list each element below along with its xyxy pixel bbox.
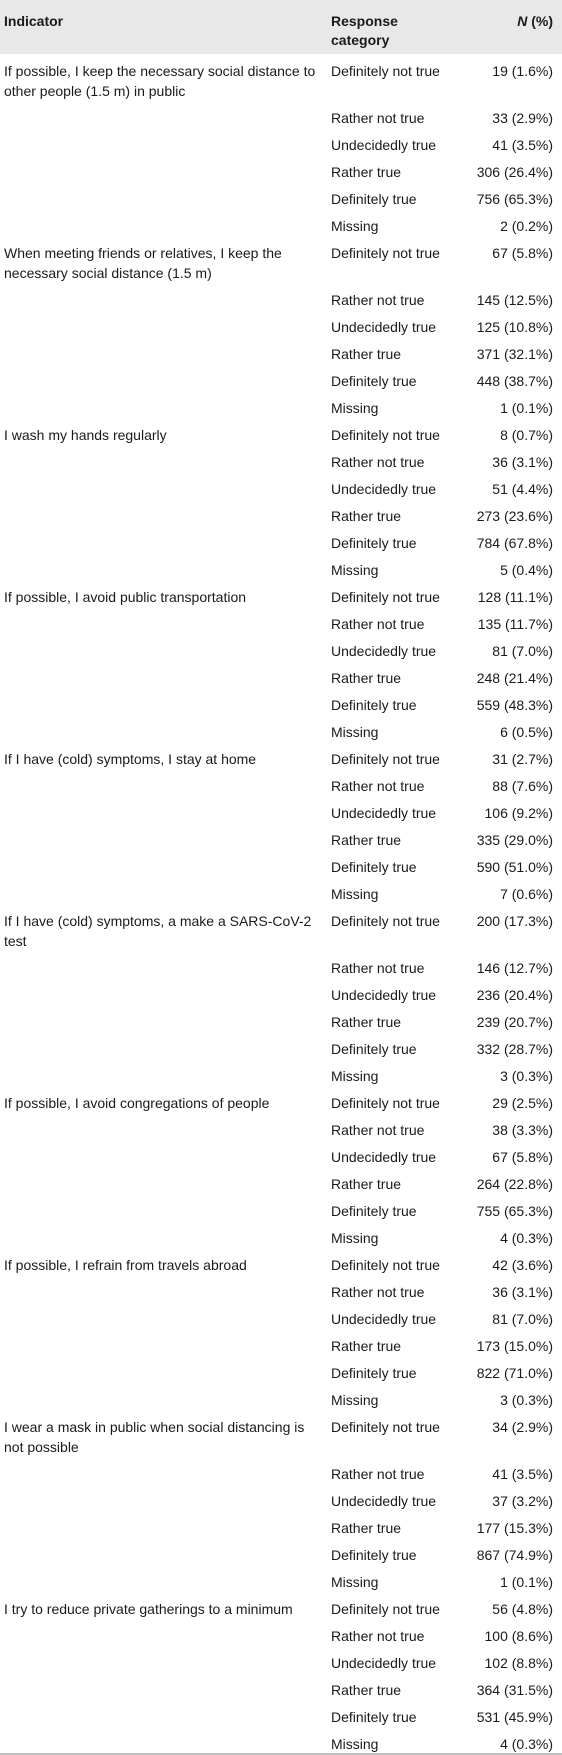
indicator-cell-empty	[0, 1113, 327, 1140]
response-category-cell: Undecidedly true	[331, 319, 437, 335]
header-n-suffix: (%)	[527, 13, 553, 29]
indicator-cell-empty	[0, 1221, 327, 1248]
indicator-cell-empty	[0, 499, 327, 526]
indicator-cell-empty	[0, 1356, 327, 1383]
table-row	[0, 337, 562, 364]
table-row	[0, 155, 562, 182]
n-percent-cell: 31 (2.7%)	[492, 751, 553, 767]
indicator-cell-empty	[0, 155, 327, 182]
n-percent-cell: 531 (45.9%)	[476, 1709, 553, 1725]
indicator-cell: If possible, I avoid public transportation	[4, 589, 247, 605]
n-percent-cell: 41 (3.5%)	[492, 137, 553, 153]
response-category-cell: Definitely not true	[331, 245, 440, 261]
table-row	[0, 418, 562, 445]
n-percent-cell: 239 (20.7%)	[476, 1014, 553, 1030]
response-category-cell: Rather not true	[331, 292, 425, 308]
n-percent-cell: 36 (3.1%)	[492, 1284, 553, 1300]
response-category-cell: Definitely true	[331, 1041, 417, 1057]
table-row	[0, 445, 562, 472]
indicator-cell-empty	[0, 391, 327, 418]
response-category-cell: Definitely not true	[331, 63, 440, 79]
response-category-cell: Rather not true	[331, 454, 425, 470]
table-row	[0, 850, 562, 877]
indicator-cell-empty	[0, 553, 327, 580]
table-row	[0, 1302, 562, 1329]
table-row	[0, 364, 562, 391]
table-row	[0, 526, 562, 553]
response-category-cell: Definitely true	[331, 191, 417, 207]
response-category-cell: Definitely true	[331, 859, 417, 875]
table-body	[0, 54, 562, 1754]
table-row	[0, 209, 562, 236]
table-row	[0, 101, 562, 128]
response-category-cell: Definitely true	[331, 1709, 417, 1725]
n-percent-cell: 37 (3.2%)	[492, 1493, 553, 1509]
response-category-cell: Undecidedly true	[331, 987, 437, 1003]
n-percent-cell: 273 (23.6%)	[476, 508, 553, 524]
table-row	[0, 54, 562, 101]
n-percent-cell: 41 (3.5%)	[492, 1466, 553, 1482]
table-row	[0, 472, 562, 499]
n-percent-cell: 34 (2.9%)	[492, 1419, 553, 1435]
n-percent-cell: 332 (28.7%)	[476, 1041, 553, 1057]
indicator-cell-empty	[0, 1646, 327, 1673]
n-percent-cell: 5 (0.4%)	[500, 562, 553, 578]
table-row	[0, 951, 562, 978]
indicator-cell-empty	[0, 182, 327, 209]
response-category-cell: Rather not true	[331, 110, 425, 126]
n-percent-cell: 4 (0.3%)	[500, 1736, 553, 1752]
indicator-cell-empty	[0, 1457, 327, 1484]
table-row	[0, 1410, 562, 1457]
indicator-cell-empty	[0, 1167, 327, 1194]
indicator-cell-empty	[0, 1700, 327, 1727]
indicator-cell-empty	[0, 526, 327, 553]
header-indicator: Indicator	[4, 13, 64, 29]
indicator-cell-empty	[0, 472, 327, 499]
table-row	[0, 580, 562, 607]
indicator-cell-empty	[0, 1275, 327, 1302]
response-category-cell: Missing	[331, 400, 379, 416]
n-percent-cell: 7 (0.6%)	[500, 886, 553, 902]
response-category-cell: Rather true	[331, 832, 402, 848]
n-percent-cell: 42 (3.6%)	[492, 1257, 553, 1273]
indicator-cell-empty	[0, 715, 327, 742]
n-percent-cell: 29 (2.5%)	[492, 1095, 553, 1111]
response-category-cell: Definitely true	[331, 1365, 417, 1381]
table-row	[0, 1592, 562, 1619]
response-category-cell: Definitely not true	[331, 751, 440, 767]
response-category-cell: Undecidedly true	[331, 1493, 437, 1509]
n-percent-cell: 756 (65.3%)	[476, 191, 553, 207]
indicator-cell-empty	[0, 337, 327, 364]
indicator-cell-empty	[0, 1140, 327, 1167]
n-percent-cell: 364 (31.5%)	[476, 1682, 553, 1698]
table-row	[0, 688, 562, 715]
response-category-cell: Definitely not true	[331, 913, 440, 929]
table-row	[0, 978, 562, 1005]
response-category-cell: Rather true	[331, 508, 402, 524]
indicator-cell-empty	[0, 823, 327, 850]
indicator-cell: If possible, I avoid congregations of people	[4, 1095, 270, 1111]
response-category-cell: Rather true	[331, 164, 402, 180]
table-row	[0, 1700, 562, 1727]
indicator-cell-empty	[0, 850, 327, 877]
header-response-line2: category	[331, 32, 390, 48]
n-percent-cell: 145 (12.5%)	[476, 292, 553, 308]
table-row	[0, 310, 562, 337]
n-percent-cell: 248 (21.4%)	[476, 670, 553, 686]
response-category-cell: Definitely not true	[331, 427, 440, 443]
table-row	[0, 1619, 562, 1646]
n-percent-cell: 67 (5.8%)	[492, 245, 553, 261]
response-category-cell: Rather not true	[331, 1466, 425, 1482]
response-category-cell: Undecidedly true	[331, 137, 437, 153]
indicator-cell: When meeting friends or relatives, I keep the necessary social distance (1.5 m)	[4, 245, 282, 281]
table-row	[0, 715, 562, 742]
n-percent-cell: 19 (1.6%)	[492, 63, 553, 79]
n-percent-cell: 3 (0.3%)	[500, 1068, 553, 1084]
table-header	[0, 0, 562, 54]
table-row	[0, 1194, 562, 1221]
table-row	[0, 634, 562, 661]
indicator-cell-empty	[0, 1565, 327, 1592]
table-row	[0, 1457, 562, 1484]
response-category-cell: Definitely true	[331, 1547, 417, 1563]
header-n-percent	[449, 0, 562, 54]
response-category-cell: Rather true	[331, 670, 402, 686]
indicator-cell-empty	[0, 951, 327, 978]
header-response-category	[327, 0, 449, 54]
response-category-cell: Rather true	[331, 1682, 402, 1698]
response-category-cell: Missing	[331, 1574, 379, 1590]
n-percent-cell: 200 (17.3%)	[476, 913, 553, 929]
table-row	[0, 796, 562, 823]
response-category-cell: Definitely not true	[331, 1601, 440, 1617]
table-row	[0, 769, 562, 796]
table-row	[0, 1565, 562, 1592]
indicator-cell-empty	[0, 688, 327, 715]
response-category-cell: Definitely true	[331, 373, 417, 389]
n-percent-cell: 590 (51.0%)	[476, 859, 553, 875]
n-percent-cell: 67 (5.8%)	[492, 1149, 553, 1165]
response-category-cell: Rather true	[331, 1014, 402, 1030]
n-percent-cell: 755 (65.3%)	[476, 1203, 553, 1219]
n-percent-cell: 784 (67.8%)	[476, 535, 553, 551]
header-n-italic: N	[517, 13, 528, 29]
n-percent-cell: 236 (20.4%)	[476, 987, 553, 1003]
response-category-cell: Missing	[331, 562, 379, 578]
response-category-cell: Rather true	[331, 1338, 402, 1354]
table-row	[0, 877, 562, 904]
response-category-cell: Undecidedly true	[331, 805, 437, 821]
response-category-cell: Definitely true	[331, 697, 417, 713]
indicator-cell-empty	[0, 1059, 327, 1086]
indicator-cell-empty	[0, 1194, 327, 1221]
n-percent-cell: 867 (74.9%)	[476, 1547, 553, 1563]
n-percent-cell: 6 (0.5%)	[500, 724, 553, 740]
indicator-cell: If I have (cold) symptoms, I stay at home	[4, 751, 257, 767]
indicator-cell: I try to reduce private gatherings to a minimum	[4, 1601, 293, 1617]
indicator-cell: I wash my hands regularly	[4, 427, 167, 443]
response-category-cell: Missing	[331, 1736, 379, 1752]
table-row	[0, 1032, 562, 1059]
indicator-cell-empty	[0, 128, 327, 155]
n-percent-cell: 371 (32.1%)	[476, 346, 553, 362]
table-row	[0, 1248, 562, 1275]
n-percent-cell: 177 (15.3%)	[476, 1520, 553, 1536]
n-percent-cell: 81 (7.0%)	[492, 1311, 553, 1327]
table-row	[0, 1329, 562, 1356]
response-category-cell: Rather not true	[331, 778, 425, 794]
table-row	[0, 661, 562, 688]
indicator-cell-empty	[0, 1302, 327, 1329]
indicator-cell-empty	[0, 607, 327, 634]
n-percent-cell: 8 (0.7%)	[500, 427, 553, 443]
n-percent-cell: 38 (3.3%)	[492, 1122, 553, 1138]
table-row	[0, 1484, 562, 1511]
response-category-cell: Definitely true	[331, 1203, 417, 1219]
header-response-line1: Response	[331, 13, 398, 29]
table-row	[0, 1727, 562, 1754]
n-percent-cell: 173 (15.0%)	[476, 1338, 553, 1354]
indicator-cell-empty	[0, 634, 327, 661]
n-percent-cell: 33 (2.9%)	[492, 110, 553, 126]
indicator-cell-empty	[0, 1538, 327, 1565]
response-category-cell: Missing	[331, 218, 379, 234]
n-percent-cell: 88 (7.6%)	[492, 778, 553, 794]
indicator-cell-empty	[0, 1619, 327, 1646]
table-row	[0, 1113, 562, 1140]
n-percent-cell: 822 (71.0%)	[476, 1365, 553, 1381]
table-row	[0, 283, 562, 310]
table-row	[0, 1086, 562, 1113]
n-percent-cell: 146 (12.7%)	[476, 960, 553, 976]
n-percent-cell: 81 (7.0%)	[492, 643, 553, 659]
response-category-cell: Definitely not true	[331, 1419, 440, 1435]
n-percent-cell: 306 (26.4%)	[476, 164, 553, 180]
table-row	[0, 1140, 562, 1167]
table-row	[0, 742, 562, 769]
indicator-cell-empty	[0, 877, 327, 904]
table-row	[0, 1221, 562, 1248]
n-percent-cell: 36 (3.1%)	[492, 454, 553, 470]
response-category-cell: Rather not true	[331, 1284, 425, 1300]
table-row	[0, 1646, 562, 1673]
indicator-cell-empty	[0, 769, 327, 796]
n-percent-cell: 448 (38.7%)	[476, 373, 553, 389]
indicator-cell-empty	[0, 283, 327, 310]
indicator-cell-empty	[0, 1511, 327, 1538]
response-category-cell: Missing	[331, 1068, 379, 1084]
indicator-cell-empty	[0, 364, 327, 391]
indicator-cell: I wear a mask in public when social distancing is not possible	[4, 1419, 305, 1455]
table-row	[0, 823, 562, 850]
indicator-cell-empty	[0, 1383, 327, 1410]
table-row	[0, 391, 562, 418]
table-row	[0, 499, 562, 526]
table-row	[0, 1005, 562, 1032]
response-category-cell: Definitely not true	[331, 589, 440, 605]
indicator-cell-empty	[0, 1727, 327, 1754]
n-percent-cell: 2 (0.2%)	[500, 218, 553, 234]
response-category-cell: Definitely not true	[331, 1095, 440, 1111]
table-row	[0, 553, 562, 580]
header-row	[0, 0, 562, 54]
table-row	[0, 1275, 562, 1302]
table-row	[0, 1356, 562, 1383]
indicator-cell-empty	[0, 796, 327, 823]
table-row	[0, 1167, 562, 1194]
n-percent-cell: 51 (4.4%)	[492, 481, 553, 497]
indicator-cell-empty	[0, 1032, 327, 1059]
indicator-cell-empty	[0, 310, 327, 337]
response-category-cell: Definitely not true	[331, 1257, 440, 1273]
table-row	[0, 1673, 562, 1700]
response-category-cell: Definitely true	[331, 535, 417, 551]
indicator-cell: If possible, I refrain from travels abroad	[4, 1257, 247, 1273]
n-percent-cell: 1 (0.1%)	[500, 1574, 553, 1590]
n-percent-cell: 4 (0.3%)	[500, 1230, 553, 1246]
indicator-cell-empty	[0, 209, 327, 236]
response-category-cell: Rather true	[331, 346, 402, 362]
response-category-cell: Missing	[331, 886, 379, 902]
indicator-cell-empty	[0, 1484, 327, 1511]
response-category-cell: Rather true	[331, 1176, 402, 1192]
response-category-cell: Missing	[331, 1392, 379, 1408]
response-category-cell: Rather not true	[331, 960, 425, 976]
n-percent-cell: 264 (22.8%)	[476, 1176, 553, 1192]
indicator-cell-empty	[0, 1329, 327, 1356]
response-category-cell: Missing	[331, 724, 379, 740]
table-row	[0, 1383, 562, 1410]
response-category-cell: Rather true	[331, 1520, 402, 1536]
n-percent-cell: 106 (9.2%)	[484, 805, 553, 821]
n-percent-cell: 128 (11.1%)	[477, 589, 553, 605]
table-row	[0, 182, 562, 209]
response-category-cell: Undecidedly true	[331, 481, 437, 497]
n-percent-cell: 1 (0.1%)	[500, 400, 553, 416]
n-percent-cell: 100 (8.6%)	[484, 1628, 553, 1644]
response-category-cell: Rather not true	[331, 1122, 425, 1138]
n-percent-cell: 102 (8.8%)	[484, 1655, 553, 1671]
table-row	[0, 236, 562, 283]
table-row	[0, 607, 562, 634]
table-row	[0, 128, 562, 155]
n-percent-cell: 335 (29.0%)	[476, 832, 553, 848]
n-percent-cell: 125 (10.8%)	[476, 319, 553, 335]
indicator-cell: If possible, I keep the necessary social distance to other people (1.5 m) in public	[4, 63, 316, 99]
indicator-cell-empty	[0, 1673, 327, 1700]
table-row	[0, 1538, 562, 1565]
indicator-cell-empty	[0, 978, 327, 1005]
response-category-cell: Undecidedly true	[331, 1311, 437, 1327]
response-category-cell: Undecidedly true	[331, 643, 437, 659]
table-row	[0, 1511, 562, 1538]
response-category-cell: Undecidedly true	[331, 1655, 437, 1671]
indicator-cell-empty	[0, 445, 327, 472]
response-category-cell: Rather not true	[331, 1628, 425, 1644]
response-category-cell: Missing	[331, 1230, 379, 1246]
indicator-cell-empty	[0, 1005, 327, 1032]
indicator-cell-empty	[0, 101, 327, 128]
response-category-cell: Rather not true	[331, 616, 425, 632]
table-row	[0, 904, 562, 951]
response-category-cell: Undecidedly true	[331, 1149, 437, 1165]
table-row	[0, 1059, 562, 1086]
indicator-cell: If I have (cold) symptoms, a make a SARS-CoV-2 test	[4, 913, 312, 949]
n-percent-cell: 135 (11.7%)	[477, 616, 553, 632]
indicator-cell-empty	[0, 661, 327, 688]
n-percent-cell: 3 (0.3%)	[500, 1392, 553, 1408]
n-percent-cell: 559 (48.3%)	[476, 697, 553, 713]
n-percent-cell: 56 (4.8%)	[492, 1601, 553, 1617]
